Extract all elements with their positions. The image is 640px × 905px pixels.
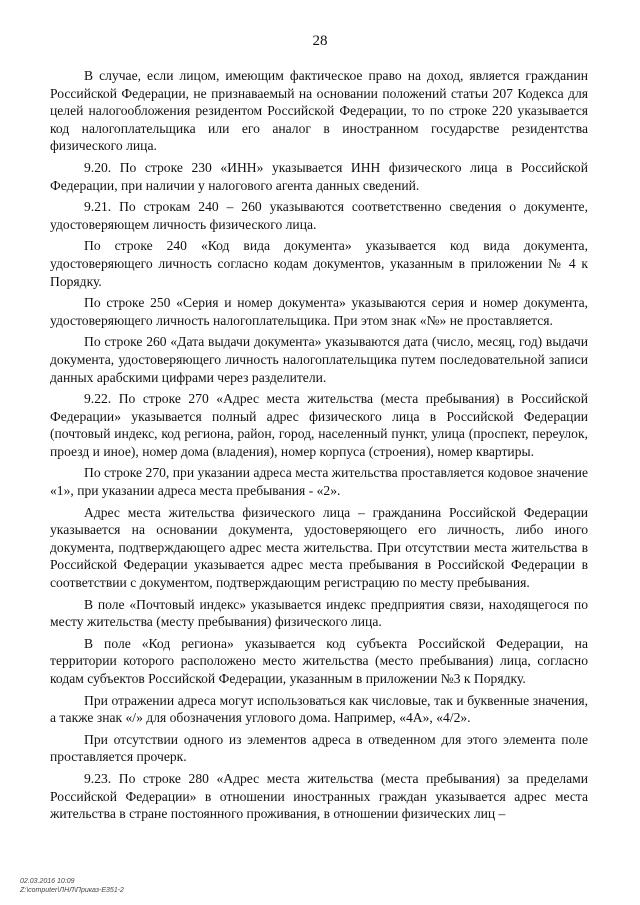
paragraph: При отражении адреса могут использоваться как числовые, так и буквенные значения, а также знак «/» для обозначения углового дома. Например, «4А», «4/2». — [50, 692, 588, 726]
page-number: 28 — [312, 33, 328, 49]
footer-file-path: Z:\computer\ЛНЛ\Приказ-Е351-2 — [20, 887, 124, 894]
paragraph: В случае, если лицом, имеющим фактическое право на доход, является гражданин Российской Федерации, не признаваемый на основании положений статьи 207 Кодекса для целей налогообложения резидентом Российской Федерации, то по строке 220 указывается код налогоплательщика или его аналог в иностранном государстве резидентства физического лица. — [50, 68, 588, 154]
paragraph: В поле «Код региона» указывается код субъекта Российской Федерации, на территории которого расположено место жительства (место пребывания) лица, согласно кодам субъектов Российской Федерации, указанным в приложении №3 к Порядку. — [50, 635, 588, 686]
paragraph: 9.20. По строке 230 «ИНН» указывается ИНН физического лица в Российской Федерации, при наличии у налогового агента данных сведений. — [50, 159, 588, 193]
paragraph: По строке 240 «Код вида документа» указывается код вида документа, удостоверяющего личность согласно кодам документов, указанным в приложении № 4 к Порядку. — [50, 238, 588, 289]
paragraph: По строке 250 «Серия и номер документа» указываются серия и номер документа, удостоверяющего личность налогоплательщика. При этом знак «№» не проставляется. — [50, 295, 588, 328]
paragraph: При отсутствии одного из элементов адреса в отведенном для этого элемента поле проставляется прочерк. — [50, 731, 588, 765]
paragraph: По строке 260 «Дата выдачи документа» указываются дата (число, месяц, год) выдачи документа, удостоверяющего личность налогоплательщика путем последовательной записи данных арабскими цифрами через разделители. — [50, 334, 588, 385]
footer-timestamp: 02.03.2016 10:09 — [20, 878, 75, 885]
paragraph: 9.21. По строкам 240 – 260 указываются соответственно сведения о документе, удостоверяющем личность физического лица. — [50, 199, 588, 232]
paragraph: По строке 270, при указании адреса места жительства проставляется кодовое значение «1», при указании адреса места пребывания - «2». — [50, 465, 588, 499]
paragraph: Адрес места жительства физического лица – гражданина Российской Федерации указывается на основании документа, удостоверяющего его личность, либо иного документа, подтверждающего адрес места жительства. При отсутствии места жительства в Российской Федерации указывается адрес места пребывания в Российской Федерации в соответствии с документом, подтверждающим регистрацию по месту пребывания. — [50, 504, 588, 591]
paragraph: 9.23. По строке 280 «Адрес места жительства (места пребывания) за пределами Российской Федерации» в отношении иностранных граждан указывается адрес места жительства в стране постоянного проживания, в отношении физических лиц – — [50, 770, 588, 822]
paragraph: 9.22. По строке 270 «Адрес места жительства (места пребывания) в Российской Федерации» указывается полный адрес физического лица в Российской Федерации (почтовый индекс, код региона, район, город, населенный пункт, улица (проспект, переулок, проезд и иное), номер дома (владения), номер корпуса (строения), номер квартиры. — [50, 391, 588, 459]
document-body — [50, 67, 588, 827]
paragraph: В поле «Почтовый индекс» указывается индекс предприятия связи, находящегося по месту жительства (месту пребывания) физического лица. — [50, 596, 588, 630]
file-footer — [20, 877, 124, 895]
